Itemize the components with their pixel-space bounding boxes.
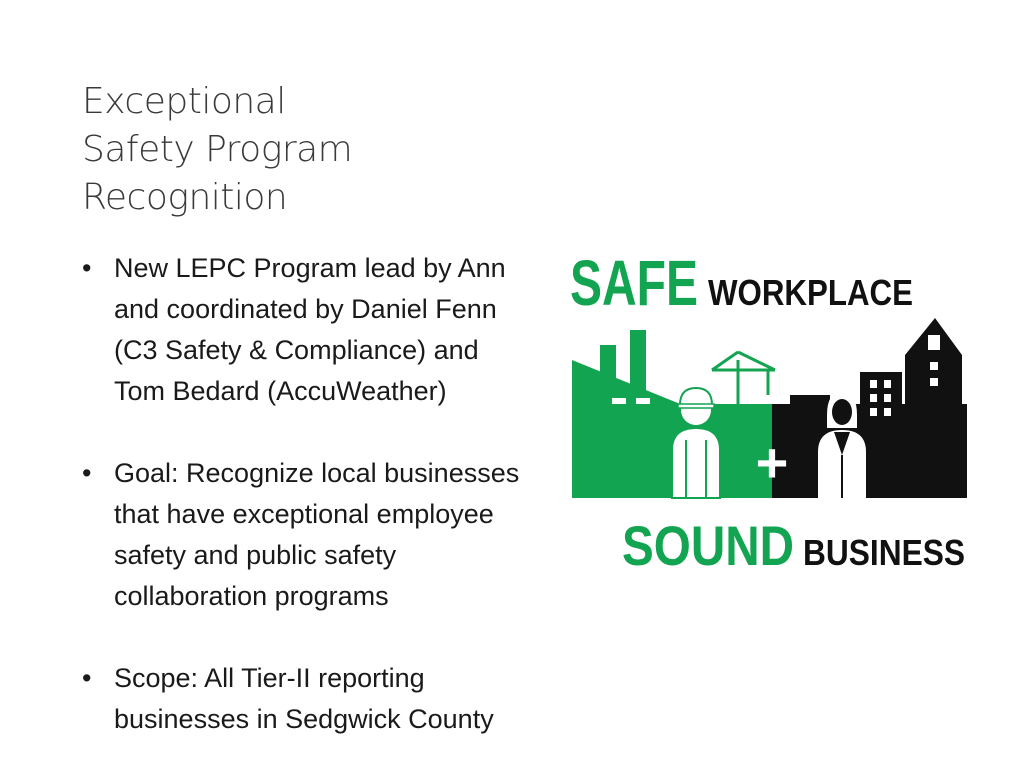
bullet-line: Goal: Recognize local businesses [114,458,520,488]
bullet-item [82,658,572,740]
crane-icon [712,352,775,410]
logo-word-safe: SAFE [570,247,698,319]
title-line-3: Recognition [82,177,288,218]
title-line-2: Safety Program [82,129,353,170]
logo-word-workplace: WORKPLACE [708,272,913,313]
bullet-text [114,248,572,412]
bullet-line: businesses in Sedgwick County [114,704,494,734]
bullet-item [82,248,572,412]
bullet-item [82,453,572,617]
bullet-line: Scope: All Tier-II reporting [114,663,425,693]
bullet-marker: • [82,458,92,488]
safe-workplace-sound-business-logo [560,240,980,580]
bullet-text [114,453,572,617]
bullet-list [82,248,572,781]
bullet-marker: • [82,663,92,693]
slide-title [82,78,502,222]
worker-icon [672,388,720,498]
logo-word-sound: SOUND [622,514,794,577]
plus-icon: + [755,431,789,494]
bullet-line: (C3 Safety & Compliance) and [114,335,479,365]
bullet-line: New LEPC Program lead by Ann [114,253,506,283]
bullet-line: collaboration programs [114,581,389,611]
bullet-line: that have exceptional employee [114,499,494,529]
bullet-text [114,658,572,740]
bullet-line: Tom Bedard (AccuWeather) [114,376,447,406]
logo-word-business: BUSINESS [803,532,965,573]
bullet-line: safety and public safety [114,540,397,570]
title-line-1: Exceptional [82,81,286,122]
bullet-marker: • [82,253,92,283]
bullet-line: and coordinated by Daniel Fenn [114,294,497,324]
